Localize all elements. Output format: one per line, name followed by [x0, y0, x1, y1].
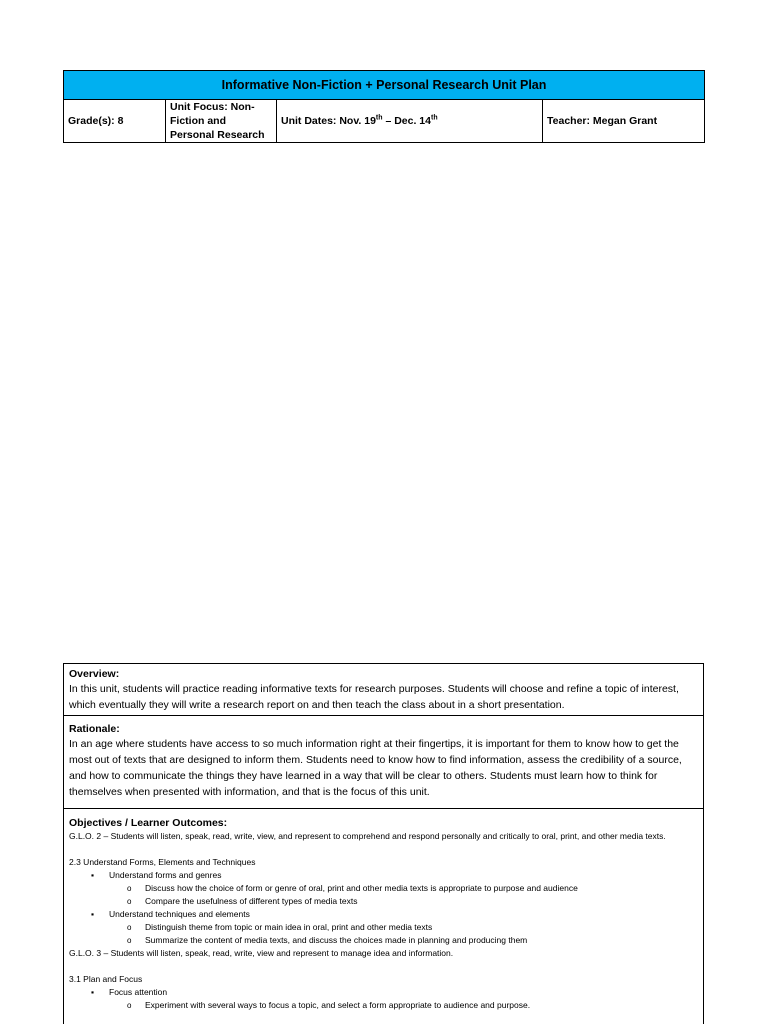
overview-text: In this unit, students will practice reading informative texts for research purposes. Students will choose and refine a topic of interest, which eventually they will write a research report on and then teach the class about in a short presentation. [69, 683, 679, 711]
unit-focus-cell: Unit Focus: Non-Fiction and Personal Research [166, 100, 277, 143]
glo3-text: G.L.O. 3 – Students will listen, speak, read, write, view and represent to manage idea and information. [69, 948, 454, 958]
rationale-line1: In an age where students have access to so much information right at their fingertips, it is important for them to know how to get the [69, 738, 679, 750]
unit-plan-title: Informative Non-Fiction + Personal Research Unit Plan [64, 71, 705, 100]
list-item: ▪ Focus attention [69, 986, 698, 999]
list-item: o Discuss how the choice of form or genre of oral, print and other media texts is appropriate to purpose and audience [69, 882, 698, 895]
glo2-text: G.L.O. 2 – Students will listen, speak, read, write, view, and represent to comprehend and respond personally and critically to oral, print, and other media texts. [69, 831, 666, 841]
grade-cell: Grade(s): 8 [64, 100, 166, 143]
section-2-3-heading: 2.3 Understand Forms, Elements and Techniques [69, 857, 256, 867]
unit-dates-start: Unit Dates: Nov. 19 [281, 115, 376, 127]
overview-heading: Overview: [69, 668, 120, 680]
list-item: o Compare the usefulness of different types of media texts [69, 895, 698, 908]
objectives-heading: Objectives / Learner Outcomes: [69, 817, 228, 829]
list-item: ▪ Understand techniques and elements [69, 908, 698, 921]
overview-section [64, 664, 703, 716]
list-item: o Distinguish theme from topic or main idea in oral, print and other media texts [69, 921, 698, 934]
rationale-text: most out of texts that are designed to inform them. Students need to know how to find information, assess the credibility of a source, and how to communicate the things they have learned in a way that will be clear to others. Students must learn how to think for themselves when presented with information, and that is the focus of this unit. [69, 754, 682, 798]
objectives-section [64, 809, 703, 1016]
unit-dates-start-suffix: th [375, 114, 383, 122]
unit-plan-body [63, 663, 704, 1024]
unit-dates-cell [277, 100, 543, 143]
unit-dates-end-suffix: th [430, 114, 438, 122]
list-item: ▪ Understand forms and genres [69, 869, 698, 882]
section-3-1-heading: 3.1 Plan and Focus [69, 974, 143, 984]
rationale-heading: Rationale: [69, 723, 120, 735]
list-item: o Summarize the content of media texts, and discuss the choices made in planning and producing them [69, 934, 698, 947]
list-item: o Experiment with several ways to focus a topic, and select a form appropriate to audience and purpose. [69, 999, 698, 1012]
unit-plan-header [63, 70, 705, 143]
teacher-cell: Teacher: Megan Grant [543, 100, 705, 143]
rationale-section [64, 716, 703, 809]
unit-dates-end: – Dec. 14 [382, 115, 431, 127]
